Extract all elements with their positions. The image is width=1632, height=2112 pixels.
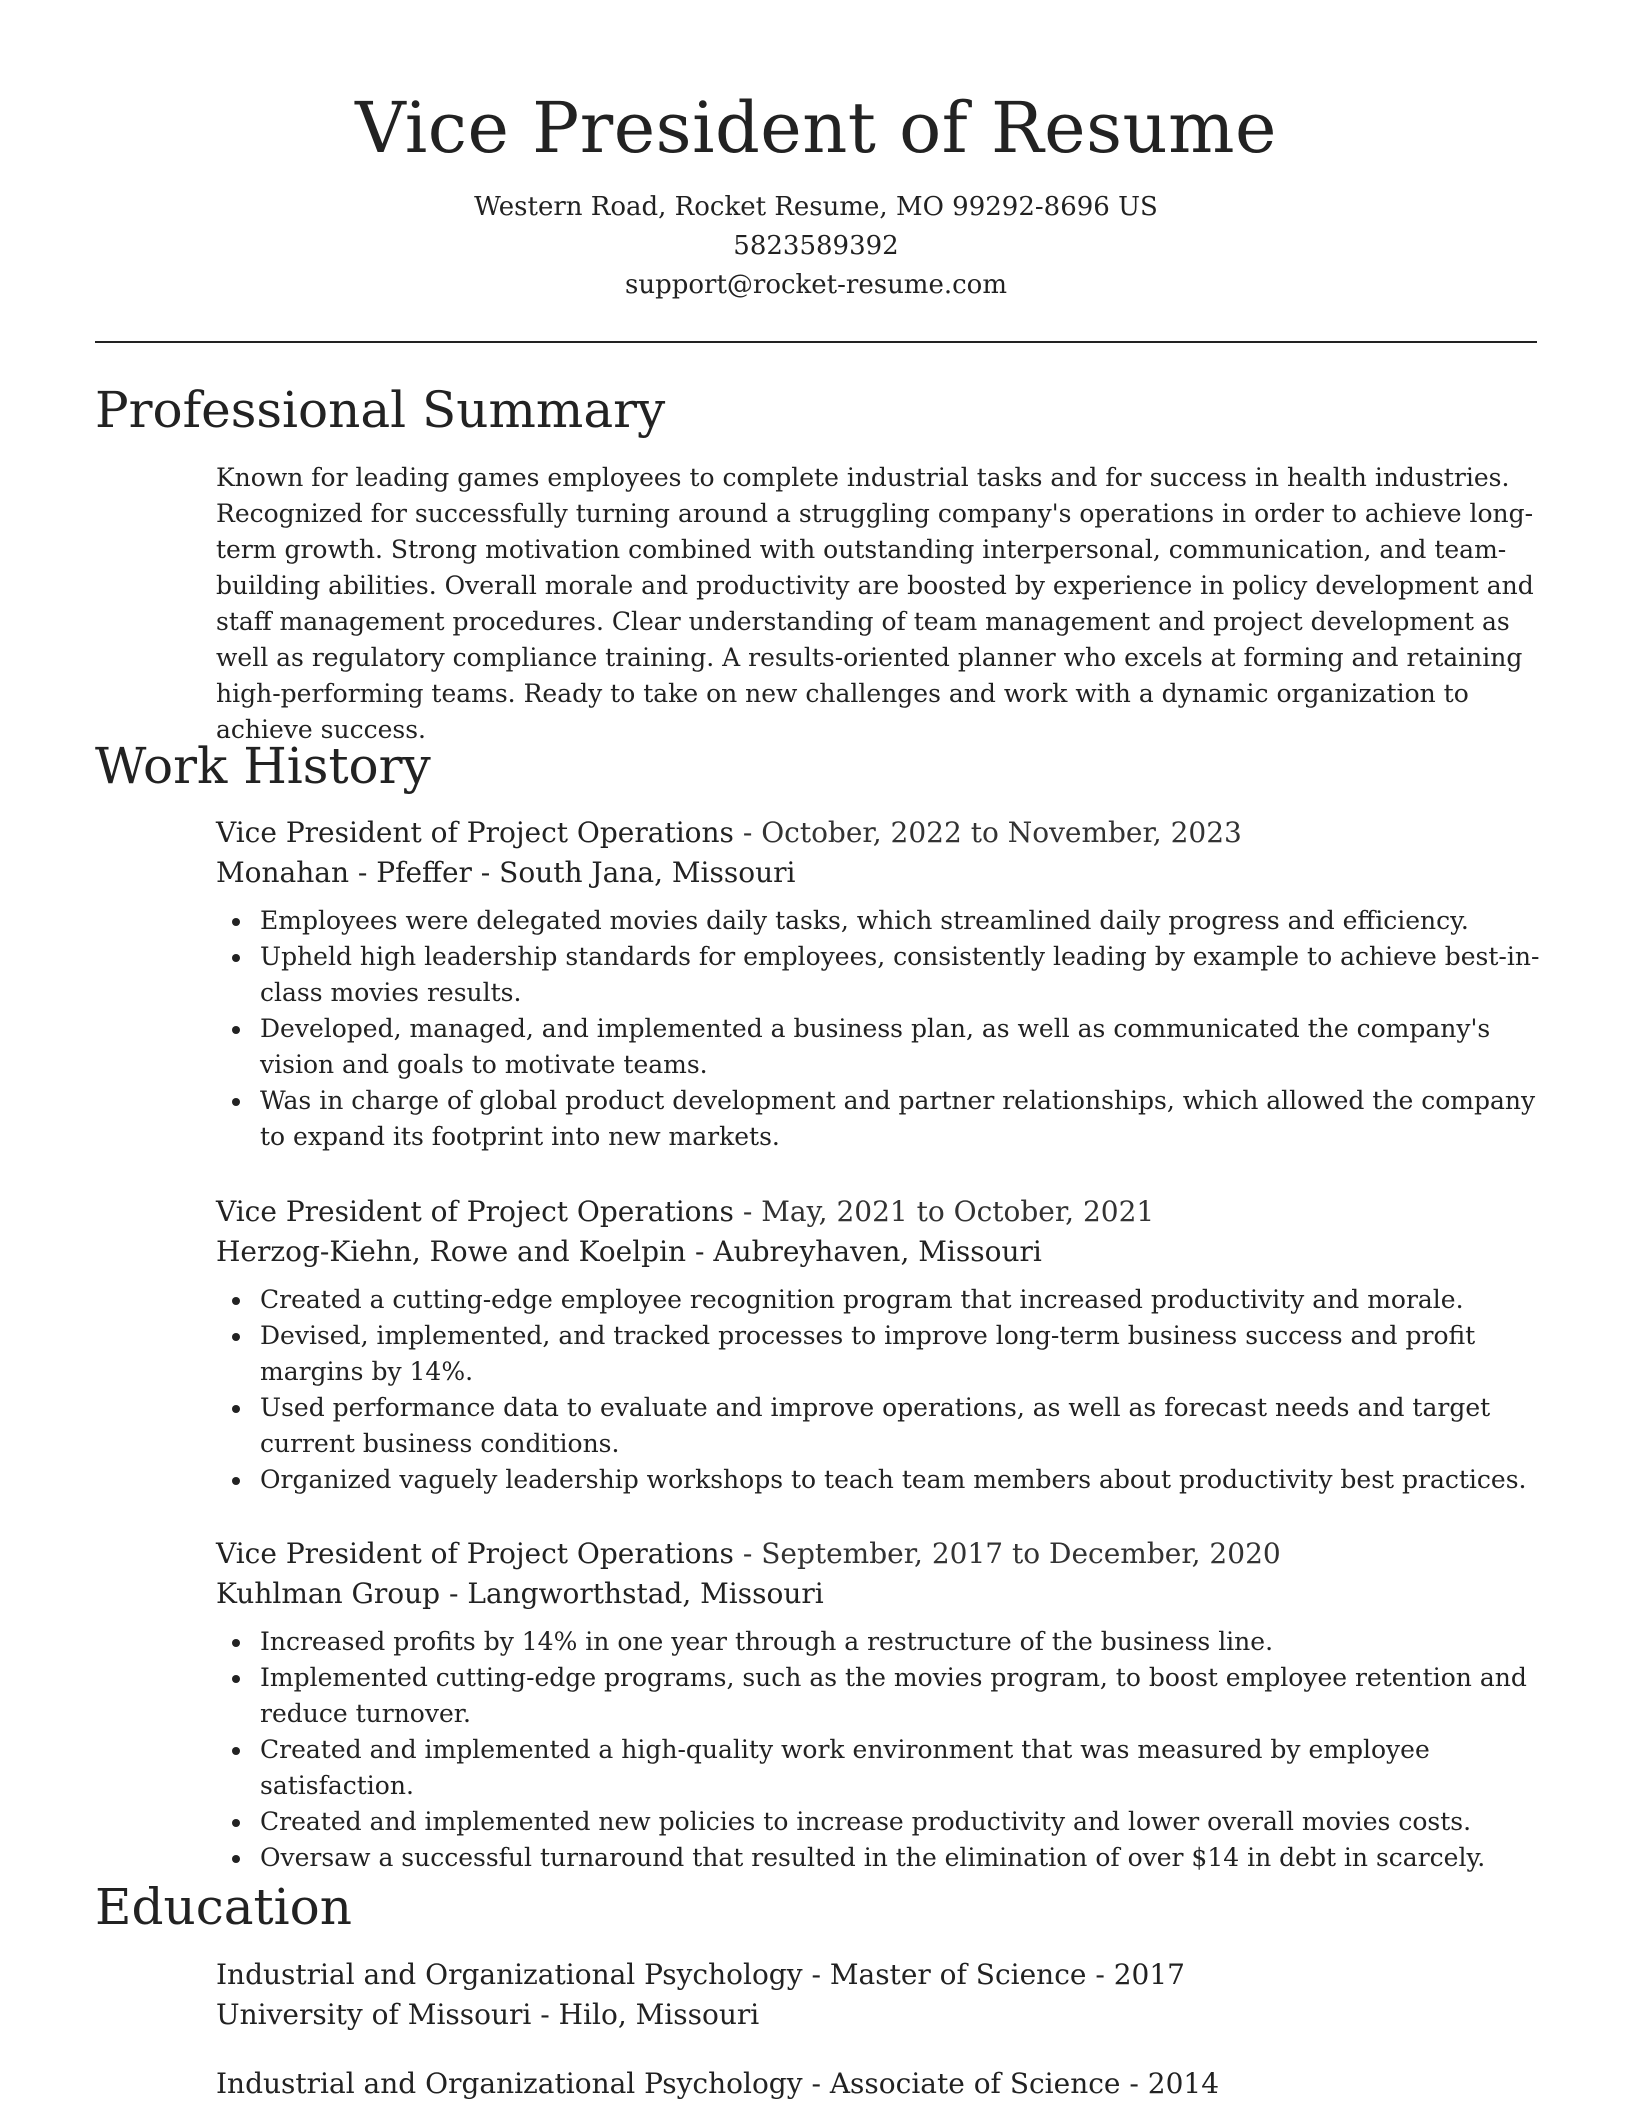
list-item: Devised, implemented, and tracked processes to improve long-term business success and profit margins by 14%. [260, 1318, 1546, 1390]
education-year: 2014 [1147, 2067, 1220, 2100]
summary-text: Known for leading games employees to complete industrial tasks and for success in health industries. Recognized for successfully turning around a struggling company's operations in order to achieve long-term growth. Strong motivation combined with outstanding interpersonal, communication, and team-building abilities. Overall morale and productivity are boosted by experience in policy development and staff management procedures. Clear understanding of team management and project development as well as regulatory compliance training. A results-oriented planner who excels at forming and retaining high-performing teams. Ready to take on new challenges and work with a dynamic organization to achieve success. [216, 463, 1534, 744]
job-location: Langworthstad, Missouri [467, 1577, 824, 1610]
address: Western Road, Rocket Resume, MO 99292-8696 US [474, 192, 1158, 222]
education-field: Industrial and Organizational Psychology [216, 1958, 803, 1991]
job-role: Vice President of Project Operations [216, 1195, 734, 1228]
header-divider [95, 341, 1537, 343]
education-school: University of Missouri [216, 1998, 532, 2031]
job-title-line: Vice President of Project Operations - October, 2022 to November, 2023 [216, 816, 1242, 849]
job-title-line: Vice President of Project Operations - September, 2017 to December, 2020 [216, 1537, 1281, 1570]
education-degree: Associate of Science [829, 2067, 1121, 2100]
job-company: Herzog-Kiehn, Rowe and Koelpin [216, 1235, 687, 1268]
job-entry [216, 1192, 1546, 1498]
job-role: Vice President of Project Operations [216, 816, 734, 849]
list-item: Upheld high leadership standards for employees, consistently leading by example to achieve best-in-class movies results. [260, 939, 1546, 1011]
contact-info [0, 188, 1632, 305]
summary-block [216, 460, 1546, 748]
education-degree-line: Industrial and Organizational Psychology - Master of Science - 2017 [216, 1958, 1185, 1991]
job-location: South Jana, Missouri [499, 856, 796, 889]
job-entry [216, 1534, 1546, 1876]
job-title-line: Vice President of Project Operations - May, 2021 to October, 2021 [216, 1195, 1155, 1228]
section-title-summary: Professional Summary [95, 381, 666, 439]
list-item: Created and implemented new policies to increase productivity and lower overall movies costs. [260, 1804, 1546, 1840]
education-entry [216, 1955, 1546, 2035]
job-dates: October, 2022 to November, 2023 [761, 816, 1242, 849]
education-field: Industrial and Organizational Psychology [216, 2067, 803, 2100]
job-bullets [216, 1624, 1546, 1876]
list-item: Used performance data to evaluate and improve operations, as well as forecast needs and target current business conditions. [260, 1390, 1546, 1462]
education-school-line: University of Missouri - Hilo, Missouri [216, 1998, 760, 2031]
candidate-name: Vice President of Resume [355, 87, 1277, 169]
list-item: Implemented cutting-edge programs, such as the movies program, to boost employee retention and reduce turnover. [260, 1660, 1546, 1732]
section-title-education: Education [95, 1878, 352, 1936]
job-dates: September, 2017 to December, 2020 [761, 1537, 1281, 1570]
job-company: Kuhlman Group [216, 1577, 441, 1610]
job-bullets [216, 1282, 1546, 1498]
education-entry [216, 2064, 1546, 2104]
email-address: support@rocket-resume.com [624, 270, 1007, 300]
section-title-work-history: Work History [95, 737, 431, 795]
education-degree-line: Industrial and Organizational Psychology - Associate of Science - 2014 [216, 2067, 1220, 2100]
education-degree: Master of Science [829, 1958, 1087, 1991]
education-year: 2017 [1113, 1958, 1185, 1991]
job-dates: May, 2021 to October, 2021 [761, 1195, 1155, 1228]
list-item: Created and implemented a high-quality work environment that was measured by employee satisfaction. [260, 1732, 1546, 1804]
education-location: Hilo, Missouri [558, 1998, 760, 2031]
list-item: Employees were delegated movies daily tasks, which streamlined daily progress and efficiency. [260, 903, 1546, 939]
job-company: Monahan - Pfeffer [216, 856, 472, 889]
job-role: Vice President of Project Operations [216, 1537, 734, 1570]
job-bullets [216, 903, 1546, 1155]
list-item: Created a cutting-edge employee recognition program that increased productivity and morale. [260, 1282, 1546, 1318]
resume-header [0, 0, 1632, 305]
list-item: Increased profits by 14% in one year through a restructure of the business line. [260, 1624, 1546, 1660]
phone-number: 5823589392 [733, 231, 899, 261]
job-location: Aubreyhaven, Missouri [713, 1235, 1042, 1268]
job-entry [216, 813, 1546, 1155]
list-item: Developed, managed, and implemented a business plan, as well as communicated the company's vision and goals to motivate teams. [260, 1011, 1546, 1083]
job-company-line: Herzog-Kiehn, Rowe and Koelpin - Aubreyhaven, Missouri [216, 1235, 1042, 1268]
list-item: Oversaw a successful turnaround that resulted in the elimination of over $14 in debt in scarcely. [260, 1840, 1546, 1876]
job-company-line: Monahan - Pfeffer - South Jana, Missouri [216, 856, 796, 889]
list-item: Was in charge of global product development and partner relationships, which allowed the company to expand its footprint into new markets. [260, 1083, 1546, 1155]
job-company-line: Kuhlman Group - Langworthstad, Missouri [216, 1577, 824, 1610]
list-item: Organized vaguely leadership workshops to teach team members about productivity best practices. [260, 1462, 1546, 1498]
